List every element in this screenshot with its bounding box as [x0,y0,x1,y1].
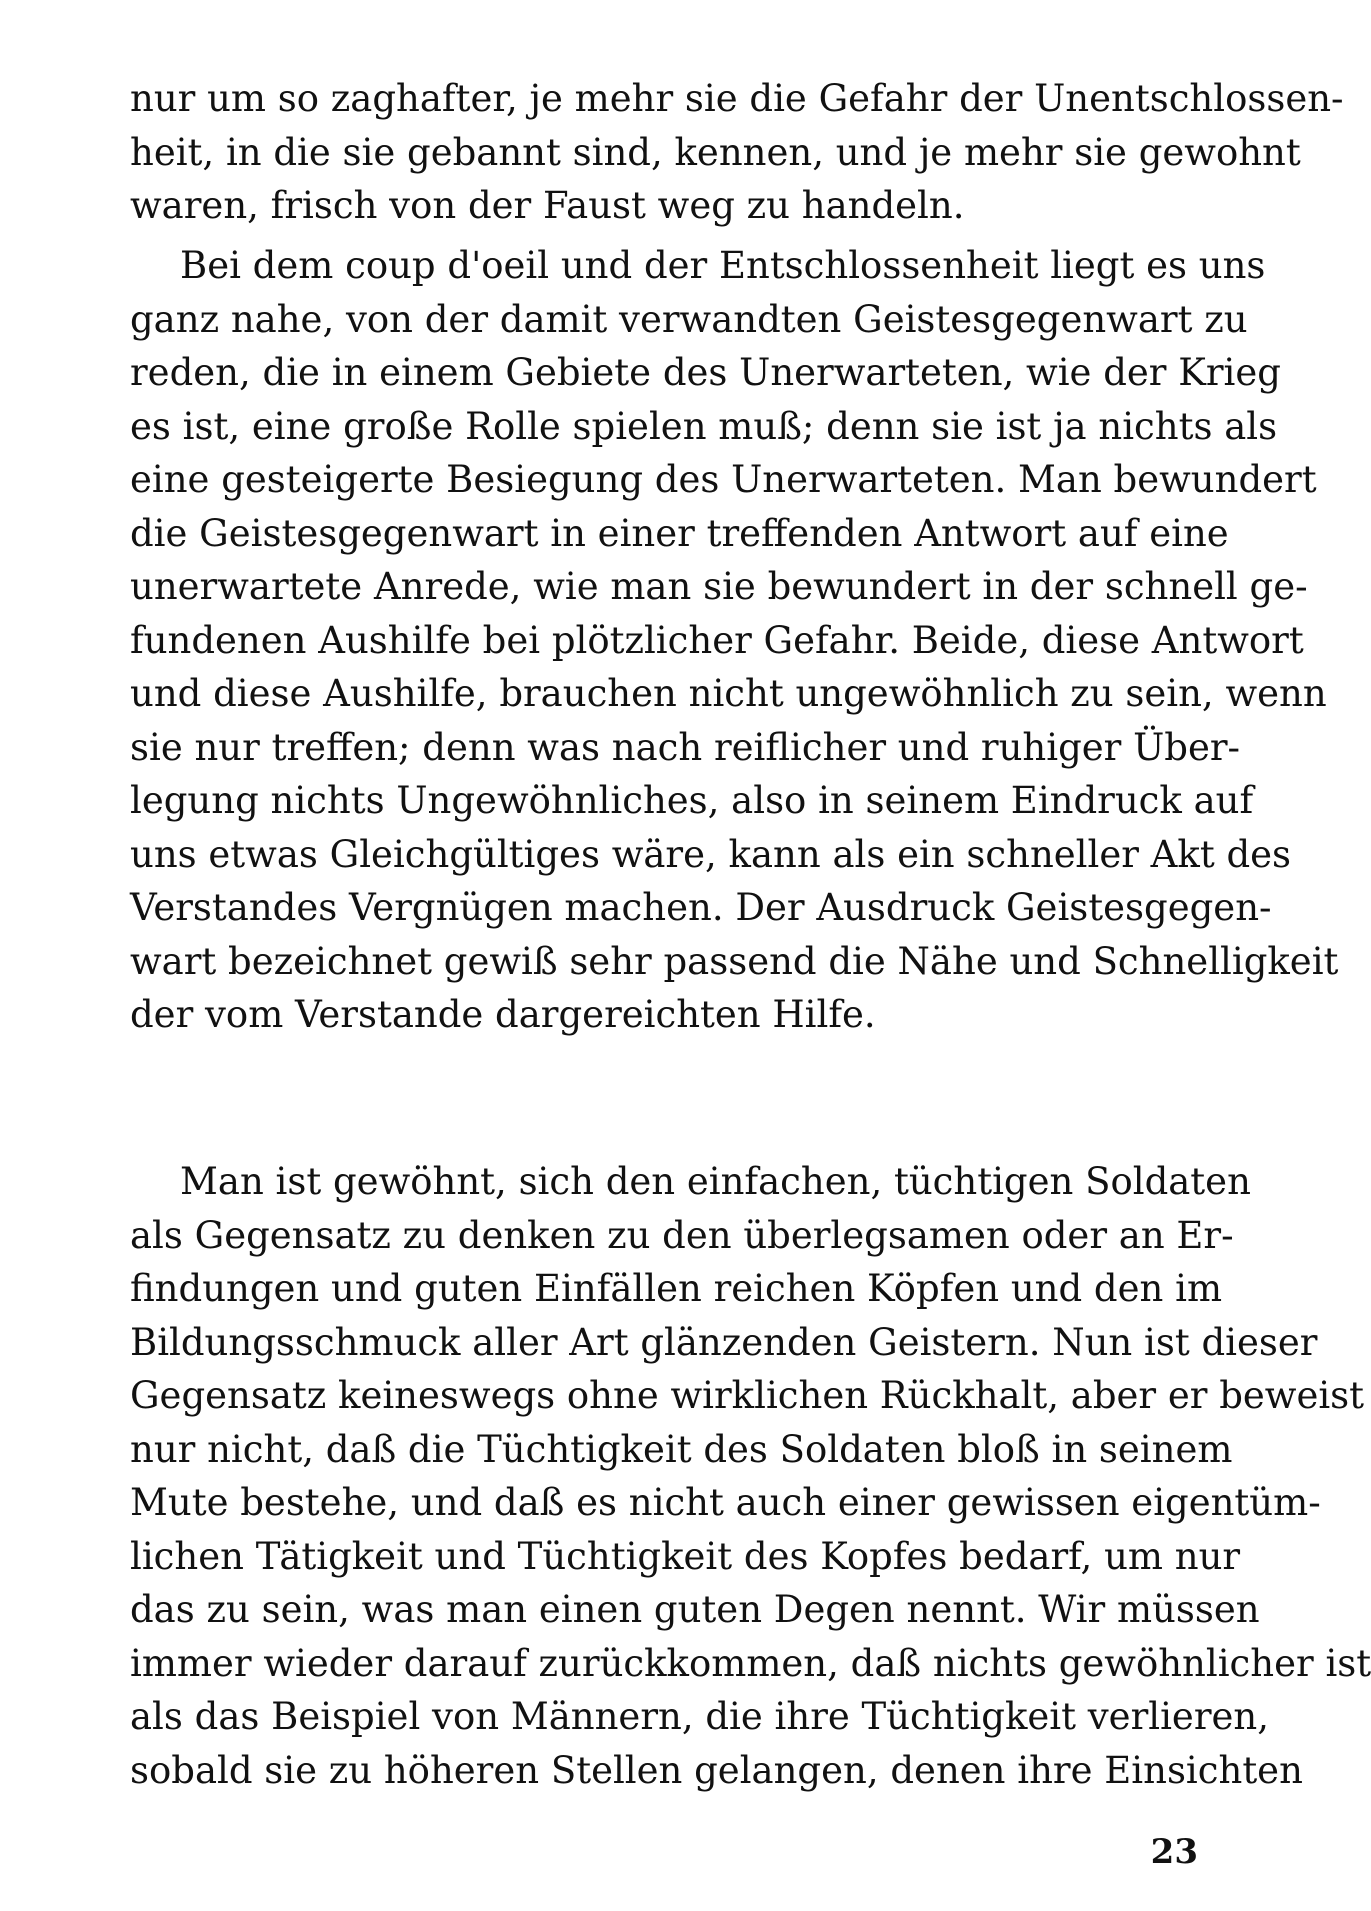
text-line: waren, frisch von der Faust weg zu handeln. [130,184,965,227]
text-line: Man ist gewöhnt, sich den einfachen, tüchtigen Soldaten [180,1160,1251,1203]
text-line: Gegensatz keineswegs ohne wirklichen Rückhalt, aber er beweist [130,1374,1365,1417]
text-line: lichen Tätigkeit und Tüchtigkeit des Kopfes bedarf, um nur [130,1534,1241,1578]
text-line: Bei dem coup d'oeil und der Entschlossenheit liegt es uns [180,244,1266,287]
text-line: uns etwas Gleichgültiges wäre, kann als ein schneller Akt des [130,832,1292,876]
text-line: Verstandes Vergnügen machen. Der Ausdruck Geistesgegen- [130,886,1272,929]
text-line: Mute bestehe, und daß es nicht auch einer gewissen eigentüm- [130,1481,1321,1524]
text-line: fundenen Aushilfe bei plötzlicher Gefahr. Beide, diese Antwort [130,618,1304,662]
text-line: wart bezeichnet gewiß sehr passend die Nähe und Schnelligkeit [130,939,1339,983]
paragraph-1 [130,72,1344,233]
text-line: als das Beispiel von Männern, die ihre Tüchtigkeit verlieren, [130,1695,1269,1738]
page-number: 23 [1150,1832,1198,1872]
paragraph-2 [130,239,1339,1042]
text-line: unerwartete Anrede, wie man sie bewundert in der schnell ge- [130,565,1308,608]
text-line: heit, in die sie gebannt sind, kennen, und je mehr sie gewohnt [130,130,1301,174]
text-line: immer wieder darauf zurückkommen, daß nichts gewöhnlicher ist [130,1641,1371,1685]
paragraph-3 [130,1155,1371,1797]
text-line: nur um so zaghafter, je mehr sie die Gefahr der Unentschlossen- [130,77,1344,120]
text-line: und diese Aushilfe, brauchen nicht ungewöhnlich zu sein, wenn [130,672,1327,715]
text-line: sobald sie zu höheren Stellen gelangen, denen ihre Einsichten [130,1748,1303,1792]
text-line: eine gesteigerte Besiegung des Unerwarteten. Man bewundert [130,458,1317,501]
text-line: ganz nahe, von der damit verwandten Geistesgegenwart zu [130,297,1248,341]
text-line: nur nicht, daß die Tüchtigkeit des Soldaten bloß in seinem [130,1427,1233,1471]
text-line: es ist, eine große Rolle spielen muß; denn sie ist ja nichts als [130,404,1278,448]
text-line: als Gegensatz zu denken zu den überlegsamen oder an Er- [130,1213,1234,1257]
text-line: legung nichts Ungewöhnliches, also in seinem Eindruck auf [130,779,1254,822]
text-line: der vom Verstande dargereichten Hilfe. [130,993,876,1036]
text-line: reden, die in einem Gebiete des Unerwarteten, wie der Krieg [130,351,1281,394]
text-line: das zu sein, was man einen guten Degen nennt. Wir müssen [130,1588,1260,1631]
text-line: sie nur treffen; denn was nach reiflicher und ruhiger Über- [130,725,1241,769]
text-line: Bildungsschmuck aller Art glänzenden Geistern. Nun ist dieser [130,1320,1318,1364]
text-line: die Geistesgegenwart in einer treffenden Antwort auf eine [130,511,1229,555]
text-line: findungen und guten Einfällen reichen Köpfen und den im [130,1267,1223,1310]
